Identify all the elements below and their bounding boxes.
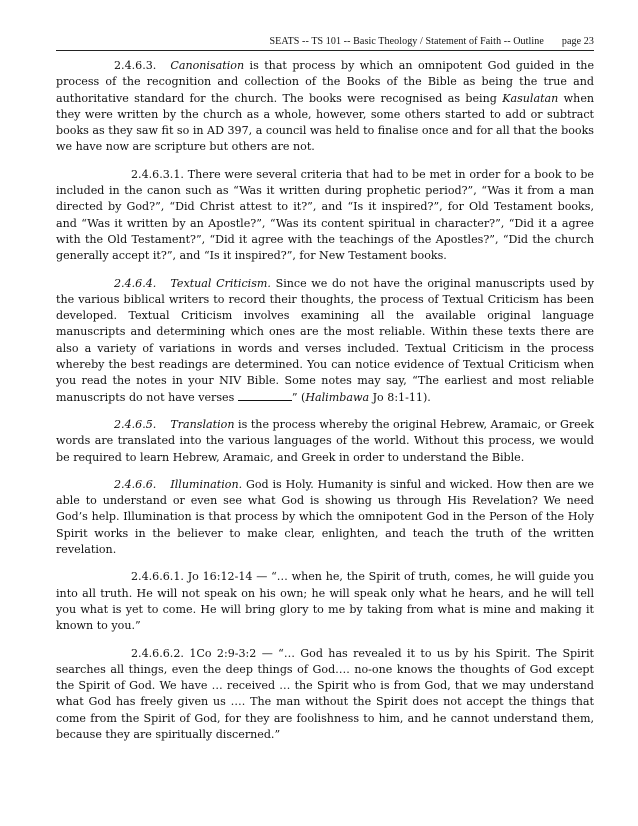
section-number: 2.4.6.5. bbox=[114, 417, 157, 431]
paragraph-text: is the process whereby the original Hebrew, Aramaic, or Greek words are translated into the various languages of the world. Without this process, we would be required to learn Hebrew, Aramaic, and Greek in order to understand the Bible. bbox=[56, 417, 594, 464]
header-rule bbox=[56, 50, 594, 51]
paragraph-text: 1Co 2:9-3:2 — “… God has revealed it to us by his Spirit. The Spirit searches all things, even the deep things of God…. no-one knows the thoughts of God except the Spirit of God. We have … received … the Spirit who is from God, that we may understand what God has freely given us …. The man without the Spirit does not accept the things that come from the Spirit of God, for they are foolishness to him, and he cannot understand them, because they are spiritually discerned.” bbox=[56, 646, 595, 741]
paragraph-illumination bbox=[56, 477, 594, 558]
paragraph-canon-criteria bbox=[56, 167, 594, 265]
paragraph-text: Jo 16:12-14 — “… when he, the Spirit of truth, comes, he will guide you into all truth. He will not speak on his own; he will speak only what he hears, and he will tell you what is yet to come. He will bring glory to me by taking from what is mine and making it known to you.” bbox=[56, 570, 594, 633]
section-number: 2.4.6.6.1. bbox=[131, 570, 184, 584]
section-term: Illumination. bbox=[170, 477, 243, 491]
paragraph-canonisation bbox=[56, 58, 594, 156]
section-term: Canonisation bbox=[170, 59, 245, 72]
paragraph-text-2: ” ( bbox=[291, 390, 306, 404]
page-header bbox=[269, 36, 594, 47]
paragraph-john-16 bbox=[56, 569, 594, 634]
paragraph-text: There were several criteria that had to be met in order for a book to be included in the canon such as “Was it written during prophetic period?”, “Was it from a man directed by God?”, “Did Christ attest to it?”, and “Is it inspired?”, for Old Testament books, and “Was it written by an Apostle?”, “Was its content spiritual in character?”, “Did it a agree with the Old Testament?”, “Did it agree with the teachings of the Apostles?”, “Did the church generally accept it?”, and “Is it inspired?”, for New Testament books. bbox=[56, 167, 594, 263]
section-number: 2.4.6.6.2. bbox=[131, 646, 184, 660]
paragraph-1-corinthians bbox=[56, 646, 594, 744]
section-term: Textual Criticism. bbox=[170, 276, 271, 290]
fill-in-blank bbox=[238, 391, 292, 401]
paragraph-text: God is Holy. Humanity is sinful and wicked. How then are we able to understand or even see what God is showing us through His Revelation? We need God’s help. Illumination is that process by which the omnipotent God in the Person of the Holy Spirit works in the believer to make clear, enlighten, and teach the truth of the written revelation. bbox=[56, 477, 594, 557]
paragraph-translation bbox=[56, 417, 594, 466]
paragraph-textual-criticism bbox=[56, 276, 594, 406]
section-number: 2.4.6.3. bbox=[114, 59, 157, 72]
section-number: 2.4.6.3.1. bbox=[131, 167, 184, 181]
paragraph-text-3: Jo 8:1-11). bbox=[372, 390, 431, 404]
section-number: 2.4.6.4. bbox=[114, 276, 157, 290]
header-title: SEATS -- TS 101 -- Basic Theology / Statement of Faith -- Outline bbox=[269, 36, 544, 47]
section-number: 2.4.6.6. bbox=[114, 477, 157, 491]
paragraph-text: Since we do not have the original manuscripts used by the various biblical writers to record their thoughts, the process of Textual Criticism has been developed. Textual Criticism involves examining all the available original language manuscripts and determining which ones are the most reliable. Within these texts there are also a variety of variations in words and verses included. Textual Criticism in the process whereby the best readings are determined. You can notice evidence of Textual Criticism when you read the notes in your NIV Bible. Some notes may say, “The earliest and most reliable manuscripts do not have verses bbox=[56, 276, 594, 404]
paragraph-text: is that process by which an omnipotent God guided in the process of the recognition and collection of the Books of the Bible as being the true and authoritative standard for the church. The books were recognised as being bbox=[56, 59, 595, 105]
section-term-2: Halimbawa bbox=[305, 390, 370, 404]
page-number: page 23 bbox=[561, 36, 594, 47]
section-term: Translation bbox=[170, 417, 235, 431]
section-term-2: Kasulatan bbox=[502, 91, 559, 105]
paragraph-text-2: when they were written by the church as a whole, however, some others started to add or subtract books as they saw fit so in AD 397, a council was held to finalise once and for all that the books we have now are scripture but others are not. bbox=[56, 91, 595, 154]
document-body bbox=[56, 58, 594, 754]
